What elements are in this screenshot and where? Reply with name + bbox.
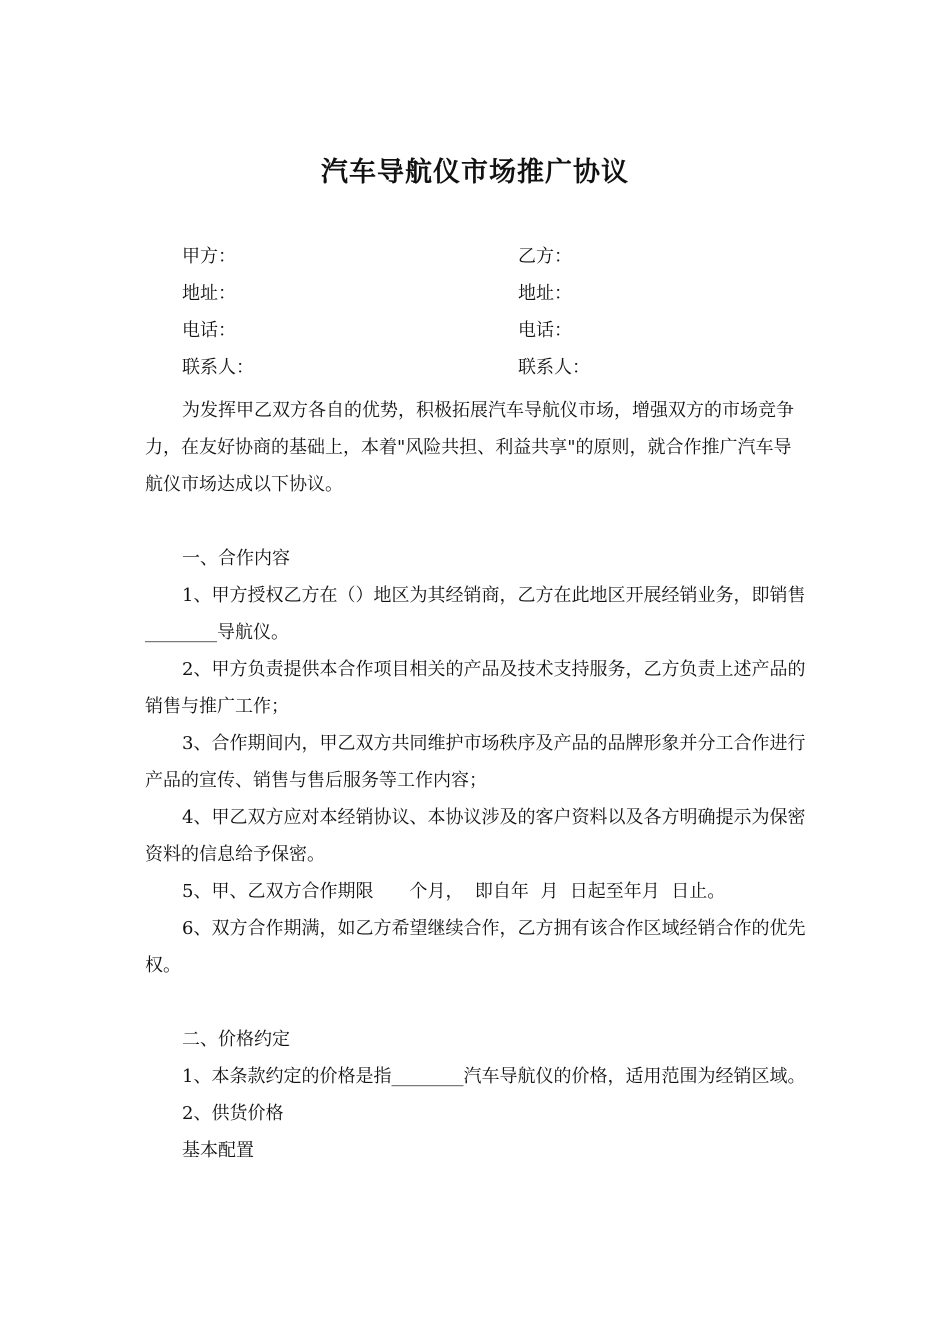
party-a-phone: 电话： xyxy=(182,320,236,341)
party-a-label: 甲方： xyxy=(182,246,236,267)
clause-paragraph: 2、供货价格 xyxy=(182,1103,284,1124)
party-b-address: 地址： xyxy=(518,283,572,304)
clause-paragraph: 基本配置 xyxy=(182,1140,254,1161)
document-body xyxy=(145,392,807,1169)
paragraph-spacer xyxy=(145,503,807,540)
party-row xyxy=(182,355,782,392)
section-heading-cooperation: 一、合作内容 xyxy=(182,548,290,569)
party-row xyxy=(182,244,782,281)
party-a-contact: 联系人： xyxy=(182,357,254,378)
intro-paragraph: 为发挥甲乙双方各自的优势，积极拓展汽车导航仪市场，增强双方的市场竞争力，在友好协商的基础上，本着"风险共担、利益共享"的原则，就合作推广汽车导航仪市场达成以下协议。 xyxy=(145,400,794,495)
party-info xyxy=(182,244,782,392)
party-b-phone: 电话： xyxy=(518,320,572,341)
clause-paragraph: 5、甲、乙双方合作期限 个月， 即自年 月 日起至年月 日止。 xyxy=(182,881,726,902)
clause-paragraph: 6、双方合作期满，如乙方希望继续合作，乙方拥有该合作区域经销合作的优先权。 xyxy=(145,918,806,976)
section-heading-pricing: 二、价格约定 xyxy=(182,1029,290,1050)
party-row xyxy=(182,318,782,355)
document-title: 汽车导航仪市场推广协议 xyxy=(321,157,629,188)
party-a-address: 地址： xyxy=(182,283,236,304)
clause-paragraph: 1、本条款约定的价格是指________汽车导航仪的价格，适用范围为经销区域。 xyxy=(182,1066,806,1087)
clause-paragraph: 2、甲方负责提供本合作项目相关的产品及技术支持服务，乙方负责上述产品的销售与推广工作； xyxy=(145,659,806,717)
party-b-label: 乙方： xyxy=(518,246,572,267)
paragraph-spacer xyxy=(145,984,807,1021)
clause-paragraph: 1、甲方授权乙方在（）地区为其经销商，乙方在此地区开展经销业务，即销售________导航仪。 xyxy=(145,585,806,643)
party-row xyxy=(182,281,782,318)
party-b-contact: 联系人： xyxy=(518,357,590,378)
clause-paragraph: 3、合作期间内，甲乙双方共同维护市场秩序及产品的品牌形象并分工合作进行产品的宣传、销售与售后服务等工作内容； xyxy=(145,733,806,791)
clause-paragraph: 4、甲乙双方应对本经销协议、本协议涉及的客户资料以及各方明确提示为保密资料的信息给予保密。 xyxy=(145,807,806,865)
